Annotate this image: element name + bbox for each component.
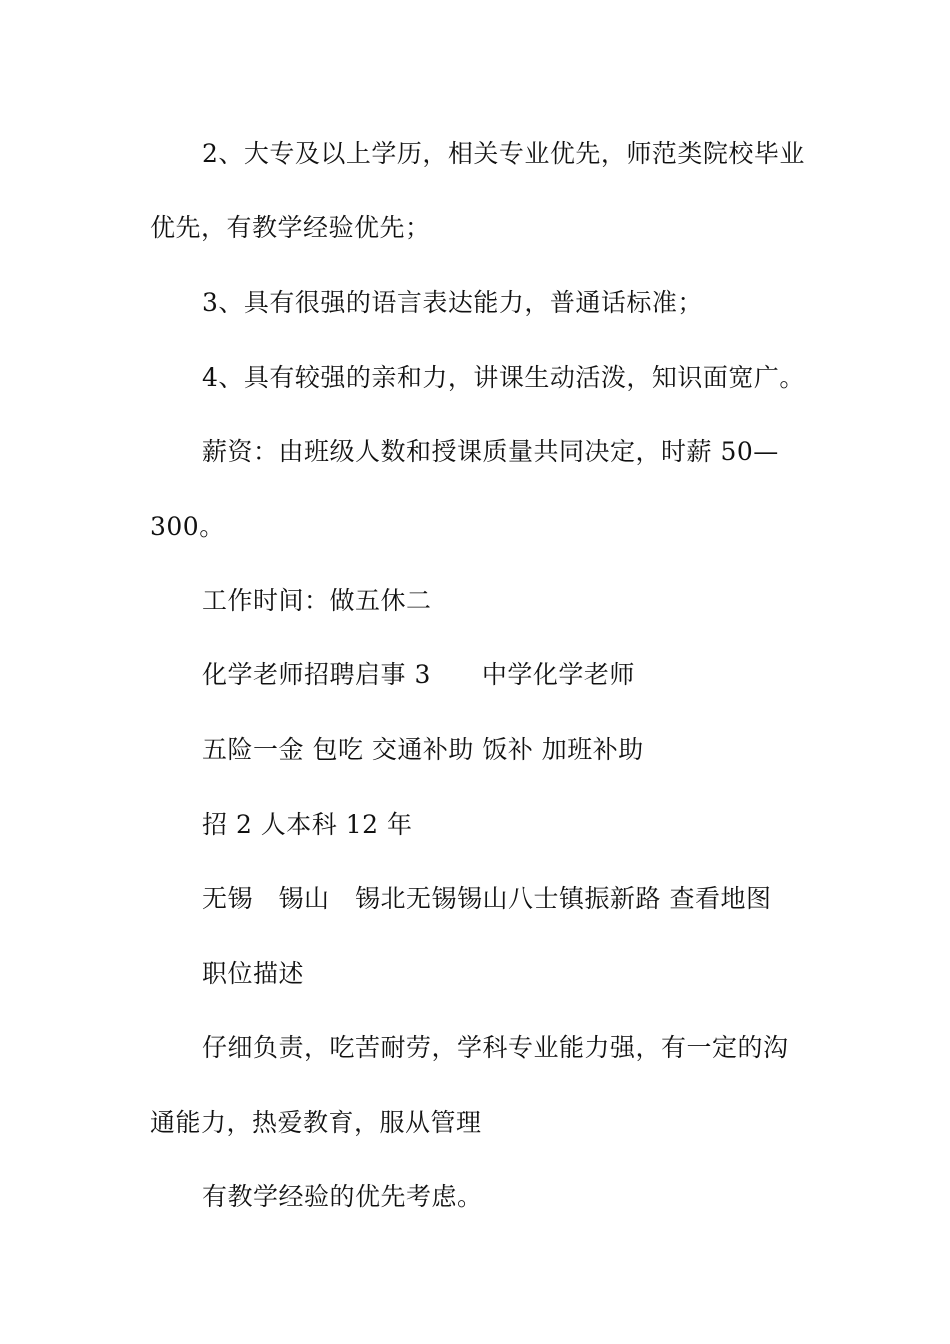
location: 无锡 锡山 锡北无锡锡山八士镇振新路 查看地图: [202, 884, 772, 913]
benefits: 五险一金 包吃 交通补助 饭补 加班补助: [202, 735, 644, 764]
hiring-count: 招 2 人本科 12 年: [202, 810, 413, 839]
description-line-3: 有教学经验的优先考虑。: [202, 1182, 483, 1211]
requirement-2-line-1: 2、大专及以上学历，相关专业优先，师范类院校毕业: [202, 139, 805, 168]
requirement-4: 4、具有较强的亲和力，讲课生动活泼，知识面宽广。: [202, 363, 805, 392]
notice-heading: 化学老师招聘启事 3 中学化学老师: [202, 660, 635, 689]
requirement-3: 3、具有很强的语言表达能力，普通话标准；: [202, 288, 703, 317]
requirement-2-line-2: 优先，有教学经验优先；: [150, 213, 431, 242]
salary-line-2: 300。: [150, 512, 225, 541]
job-description-heading: 职位描述: [202, 959, 305, 988]
description-line-1: 仔细负责，吃苦耐劳，学科专业能力强，有一定的沟: [202, 1033, 789, 1062]
description-line-2: 通能力，热爱教育，服从管理: [150, 1108, 482, 1137]
salary-line-1: 薪资：由班级人数和授课质量共同决定，时薪 50—: [202, 437, 779, 466]
work-hours: 工作时间：做五休二: [202, 586, 432, 615]
